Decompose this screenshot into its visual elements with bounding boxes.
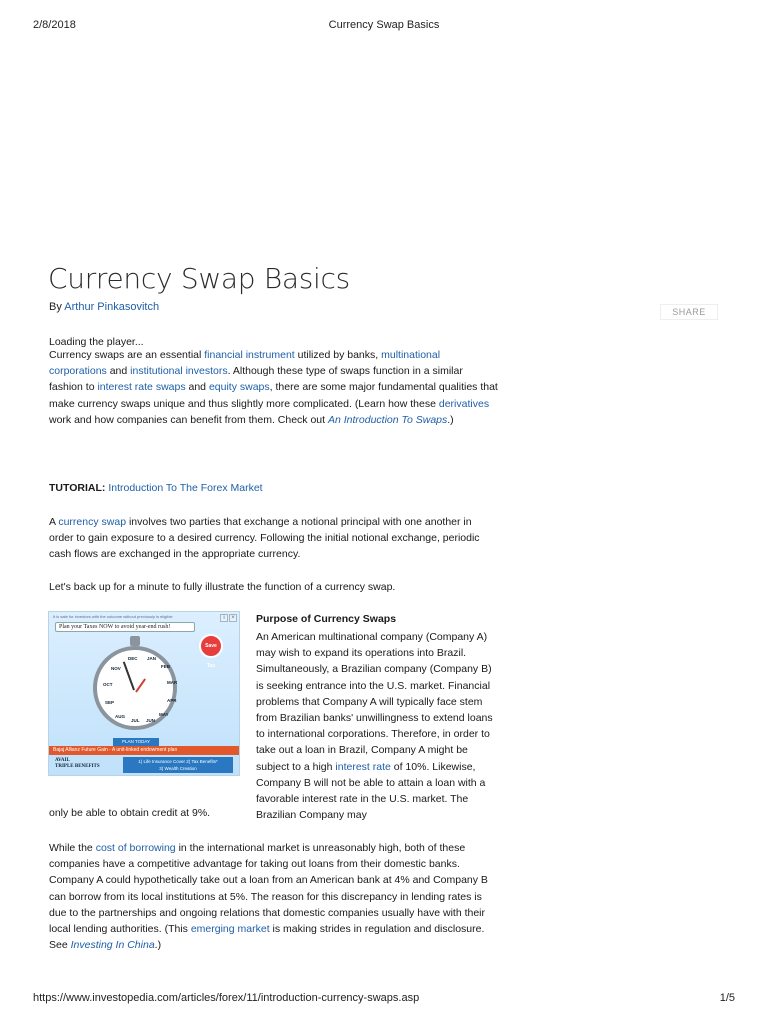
byline [49,301,159,313]
text-run: and [185,381,209,394]
ad-month: AUG [115,714,125,719]
ad-avail-text [55,758,100,770]
ad-month: MAR [167,680,178,685]
ad-month: OCT [103,682,113,687]
link-interest-rate[interactable]: interest rate [335,760,391,773]
ad-controls [220,614,237,622]
share-button[interactable]: SHARE [660,304,718,320]
text-run: and [106,365,131,378]
text-run: is making strides in regulation and disclosure. See [49,923,485,952]
ad-save-tax-badge: Save Tax [199,634,223,658]
ad-product-bar: Bajaj Allianz Future Gain - A unit-linked endowment plan [49,746,240,755]
text-run: Currency swaps are an essential [49,349,205,361]
link-derivatives[interactable]: derivatives [438,397,490,410]
text-run: work and how companies can benefit from them. Check out [49,413,328,426]
link-cost-of-borrowing[interactable]: cost of borrowing [95,842,176,854]
link-institutional-investors[interactable]: institutional investors [130,365,228,378]
byline-prefix: By [49,301,65,313]
stopwatch-crown-icon [130,636,140,646]
ad-close-icon[interactable]: × [229,614,237,622]
purpose-paragraph [256,629,501,823]
link-currency-swap[interactable]: currency swap [58,516,127,528]
text-run: utilized by banks, [294,349,382,361]
link-multinational-corporations[interactable]: multinational corporations [49,349,441,378]
ad-feature-line: 3) Wealth Creation [159,766,197,771]
ad-avail-line: TRIPLE BENEFITS [55,764,100,769]
ad-disclaimer: It is safe for investors with the outcome without previously is eligible [53,614,173,619]
player-loading-text: Loading the player... [49,336,144,348]
borrowing-paragraph [49,840,499,953]
text-run: of 10%. Likewise, Company B will not be able to attain a loan with a favorable interest rate in the U.S. market. The Brazilian Company may [256,760,486,822]
ad-avail-line: AVAIL [55,758,70,763]
definition-paragraph [49,514,499,563]
text-run: A [49,516,59,528]
link-equity-swaps[interactable]: equity swaps [208,381,270,394]
link-emerging-market[interactable]: emerging market [190,923,270,936]
ad-features [123,757,233,773]
illustration-paragraph: Let's back up for a minute to fully illustrate the function of a currency swap. [49,581,396,593]
ad-plan-today-button[interactable]: PLAN TODAY [113,738,159,746]
text-run: in the international market is unreasonably high, both of these companies have a competitive advantage for taking out loans from their domestic banks. Company A could hypothetically take out a loan from an American bank at 4% and Company B can borrow from its local institutions at 5%. The reason for this discrepancy in lending rates is due to the partnerships and ongoing relations that domestic companies usually have with their local lending authorities. (This [49,842,488,936]
ad-month: DEC [128,656,138,661]
link-interest-rate-swaps[interactable]: interest rate swaps [97,381,186,394]
ad-info-icon[interactable]: i [220,614,228,622]
ad-month: FEB [161,664,170,669]
ad-feature-line: 1) Life Insurance Cover 2) Tax Benefits* [138,759,218,764]
text-run: .) [447,413,454,426]
print-url: https://www.investopedia.com/articles/forex/11/introduction-currency-swaps.asp [33,992,420,1004]
ad-month: NOV [111,666,121,671]
text-run: , there are some major fundamental qualities that make currency swaps unique and thus slightly more complicated. (Learn how these [49,381,498,410]
ad-headline: Plan your Taxes NOW to avoid year-end rush! [55,622,195,632]
tutorial-callout [49,480,499,496]
page-number: 1/5 [719,992,735,1004]
tutorial-label: TUTORIAL: [49,482,106,494]
link-financial-instrument[interactable]: financial instrument [204,349,295,361]
ad-month: MAY [159,712,169,717]
link-introduction-to-swaps[interactable]: An Introduction To Swaps [327,413,448,426]
print-header-title: Currency Swap Basics [328,19,440,31]
intro-paragraph [49,347,499,428]
ad-month: JUL [131,718,140,723]
text-run: .) [154,939,162,952]
text-run: . Although these type of swaps function in a similar fashion to [49,365,463,394]
author-link[interactable]: Arthur Pinkasovitch [64,301,160,313]
text-run: While the [49,842,96,854]
advertisement-banner[interactable] [48,611,240,776]
print-date: 2/8/2018 [33,19,76,31]
ad-month: JAN [147,656,157,661]
ad-month: APR [167,698,177,703]
article-title: Currency Swap Basics [48,262,350,295]
section-heading-purpose: Purpose of Currency Swaps [256,613,397,625]
link-investing-in-china[interactable]: Investing In China [70,939,155,952]
link-forex-tutorial[interactable]: Introduction To The Forex Market [108,482,263,494]
purpose-paragraph-tail: only be able to obtain credit at 9%. [49,807,211,819]
text-run: involves two parties that exchange a notional principal with one another in order to gain exposure to a desired currency. Following the initial notional exchange, periodic cash flows are exchanged in the appropriate currency. [49,516,480,561]
ad-month: JUN [146,718,156,723]
text-run: An American multinational company (Company A) may wish to expand its operations into Brazil. Simultaneously, a Brazilian company (Company B) is seeking entrance into the U.S. market. Financial problems that Company A will typically face stem from Brazilian banks' unwillingness to extend loans to international corporations. Therefore, in order to take out a loan in Brazil, Company A might be subject to a high [256,631,493,773]
ad-month: SEP [105,700,115,705]
